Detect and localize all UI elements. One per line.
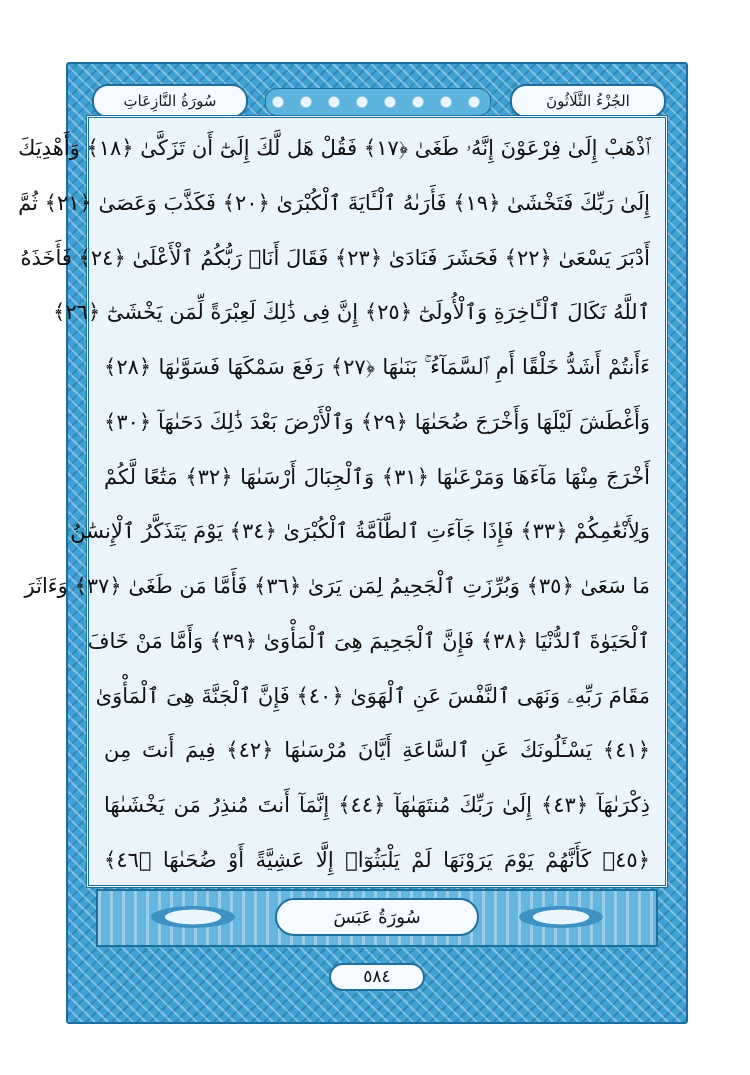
verse-line: ٱللَّهُ نَكَالَ ٱلْـَٔاخِرَةِ وَٱلْأُولَىٰٓ ﴿٢٥﴾ إِنَّ فِى ذَٰلِكَ لَعِبْرَةً لِّمَن يَخْشَىٰٓ ﴿٢٦﴾ xyxy=(53,300,650,325)
verse-line: ذِكْرَىٰهَآ ﴿٤٣﴾ إِلَىٰ رَبِّكَ مُنتَهَىٰهَآ ﴿٤٤﴾ إِنَّمَآ أَنتَ مُنذِرُ مَن يَخْشَىٰهَا xyxy=(104,793,651,818)
banner-ornament-right xyxy=(496,900,626,934)
next-surah-title: سُورَةُ عَبَسَ xyxy=(275,898,479,936)
verse-text-block xyxy=(18,128,651,880)
verse-line: ٱذْهَبْ إِلَىٰ فِرْعَوْنَ إِنَّهُۥ طَغَىٰ ﴿١٧﴾ فَقُلْ هَل لَّكَ إِلَىٰٓ أَن تَزَكَّىٰ ﴿١٨﴾ وَأَهْدِيَكَ xyxy=(18,136,650,160)
verse-line: ﴿٤١﴾ يَسْـَٔلُونَكَ عَنِ ٱلسَّاعَةِ أَيَّانَ مُرْسَىٰهَا ﴿٤٢﴾ فِيمَ أَنتَ مِن xyxy=(104,738,650,763)
verse-line: إِلَىٰ رَبِّكَ فَتَخْشَىٰ ﴿١٩﴾ فَأَرَىٰهُ ٱلْـَٔايَةَ ٱلْكُبْرَىٰ ﴿٢٠﴾ فَكَذَّبَ وَعَصَىٰ ﴿٢١﴾ ثُمَّ xyxy=(18,190,650,215)
verse-line: وَأَغْطَشَ لَيْلَهَا وَأَخْرَجَ ضُحَىٰهَا ﴿٢٩﴾ وَٱلْأَرْضَ بَعْدَ ذَٰلِكَ دَحَىٰهَآ ﴿٣٠﴾ xyxy=(104,409,650,434)
verse-line: وَلِأَنْعَٰمِكُمْ ﴿٣٣﴾ فَإِذَا جَآءَتِ ٱلطَّآمَّةُ ٱلْكُبْرَىٰ ﴿٣٤﴾ يَوْمَ يَتَذَكَّرُ ٱلْإِنسَٰنُ xyxy=(70,519,650,544)
verse-line: مَا سَعَىٰ ﴿٣٥﴾ وَبُرِّزَتِ ٱلْجَحِيمُ لِمَن يَرَىٰ ﴿٣٦﴾ فَأَمَّا مَن طَغَىٰ ﴿٣٧﴾ وَءَاثَرَ xyxy=(24,574,650,599)
verse-line: مَقَامَ رَبِّهِۦ وَنَهَى ٱلنَّفْسَ عَنِ ٱلْهَوَىٰ ﴿٤٠﴾ فَإِنَّ ٱلْجَنَّةَ هِىَ ٱلْمَأْوَىٰ xyxy=(95,683,650,708)
verse-line: أَدْبَرَ يَسْعَىٰ ﴿٢٢﴾ فَحَشَرَ فَنَادَىٰ ﴿٢٣﴾ فَقَالَ أَنَا۠ رَبُّكُمُ ٱلْأَعْلَىٰ ﴿٢٤﴾ فَأَخَذَهُ xyxy=(20,245,650,270)
verse-line: أَخْرَجَ مِنْهَا مَآءَهَا وَمَرْعَىٰهَا ﴿٣١﴾ وَٱلْجِبَالَ أَرْسَىٰهَا ﴿٣٢﴾ مَتَٰعًا لَّكُمْ xyxy=(104,464,651,489)
page-number: ٥٨٤ xyxy=(329,963,425,991)
verse-line: ءَأَنتُمْ أَشَدُّ خَلْقًا أَمِ ٱلسَّمَآءُ ۚ بَنَىٰهَا ﴿٢٧﴾ رَفَعَ سَمْكَهَا فَسَوَّىٰهَا ﴿٢٨﴾ xyxy=(104,355,650,380)
verse-line: ﴿٤٥﴾ كَأَنَّهُمْ يَوْمَ يَرَوْنَهَا لَمْ يَلْبَثُوٓا۟ إِلَّا عَشِيَّةً أَوْ ضُحَىٰهَا ﴿٤٦﴾ xyxy=(104,847,650,872)
juz-name-header: الجُزْءُ الثَّلَاثُونَ xyxy=(510,84,666,118)
header-ornament xyxy=(265,88,491,116)
banner-ornament-left xyxy=(128,900,258,934)
surah-name-header: سُورَةُ النَّازِعَاتِ xyxy=(92,84,248,118)
verse-line: ٱلْحَيَوٰةَ ٱلدُّنْيَا ﴿٣٨﴾ فَإِنَّ ٱلْجَحِيمَ هِىَ ٱلْمَأْوَىٰ ﴿٣٩﴾ وَأَمَّا مَنْ خَافَ xyxy=(87,628,650,653)
